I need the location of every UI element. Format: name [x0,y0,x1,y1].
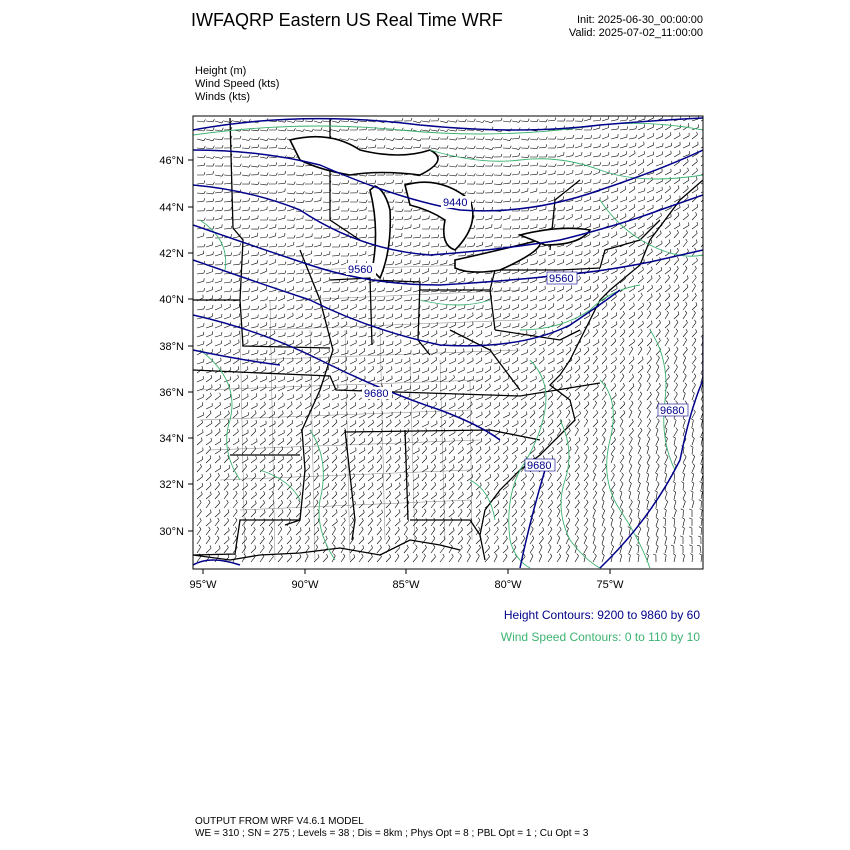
lat-tick-label: 44°N [159,202,184,214]
contour-label-9560-west [346,263,376,276]
lat-tick-label: 40°N [159,294,184,306]
lat-tick-label: 36°N [159,387,184,399]
height-contour-legend: Height Contours: 9200 to 9860 by 60 [503,608,700,622]
wind-speed-field-label: Wind Speed (kts) [195,78,280,90]
svg-text:9680: 9680 [660,405,685,417]
atlantic-coastline [480,180,703,560]
lon-tick-label: 90°W [291,579,319,591]
svg-text:9560: 9560 [348,264,373,276]
height-contours [193,118,703,568]
longitude-labels [189,579,624,591]
init-time: Init: 2025-06-30_00:00:00 [577,14,703,26]
lon-tick-label: 75°W [596,579,624,591]
longitude-axis [203,569,610,574]
valid-time: Valid: 2025-07-02_11:00:00 [568,27,703,39]
gulf-coastline [193,540,460,560]
contour-label-9680-central [362,387,392,400]
great-lakes [290,137,590,278]
lat-tick-label: 46°N [159,155,184,167]
svg-text:9680: 9680 [364,388,389,400]
contour-label-9680-atlantic [658,404,688,417]
map-plot-area [193,115,708,568]
height-field-label: Height (m) [195,65,247,77]
svg-text:9560: 9560 [549,273,574,285]
svg-text:9440: 9440 [443,197,468,209]
svg-text:9680: 9680 [527,460,552,472]
lat-tick-label: 34°N [159,433,184,445]
map-title: IWFAQRP Eastern US Real Time WRF [191,10,503,30]
wind-speed-contour-legend: Wind Speed Contours: 0 to 110 by 10 [500,630,700,644]
lat-tick-label: 38°N [159,341,184,353]
lat-tick-label: 32°N [159,479,184,491]
model-info-line-1: OUTPUT FROM WRF V4.6.1 MODEL [195,816,364,827]
contour-label-9560-east [547,272,577,285]
latitude-axis [188,160,193,531]
lon-tick-label: 80°W [494,579,522,591]
contour-label-9440 [441,196,471,209]
contour-label-9680-coast [525,459,555,472]
lon-tick-label: 95°W [189,579,217,591]
model-info-line-2: WE = 310 ; SN = 275 ; Levels = 38 ; Dis = 8km ; Phys Opt = 8 ; PBL Opt = 1 ; Cu Opt = 3 [195,828,589,839]
latitude-labels [159,155,184,538]
lon-tick-label: 85°W [392,579,420,591]
winds-field-label: Winds (kts) [195,91,250,103]
lat-tick-label: 42°N [159,248,184,260]
lat-tick-label: 30°N [159,526,184,538]
